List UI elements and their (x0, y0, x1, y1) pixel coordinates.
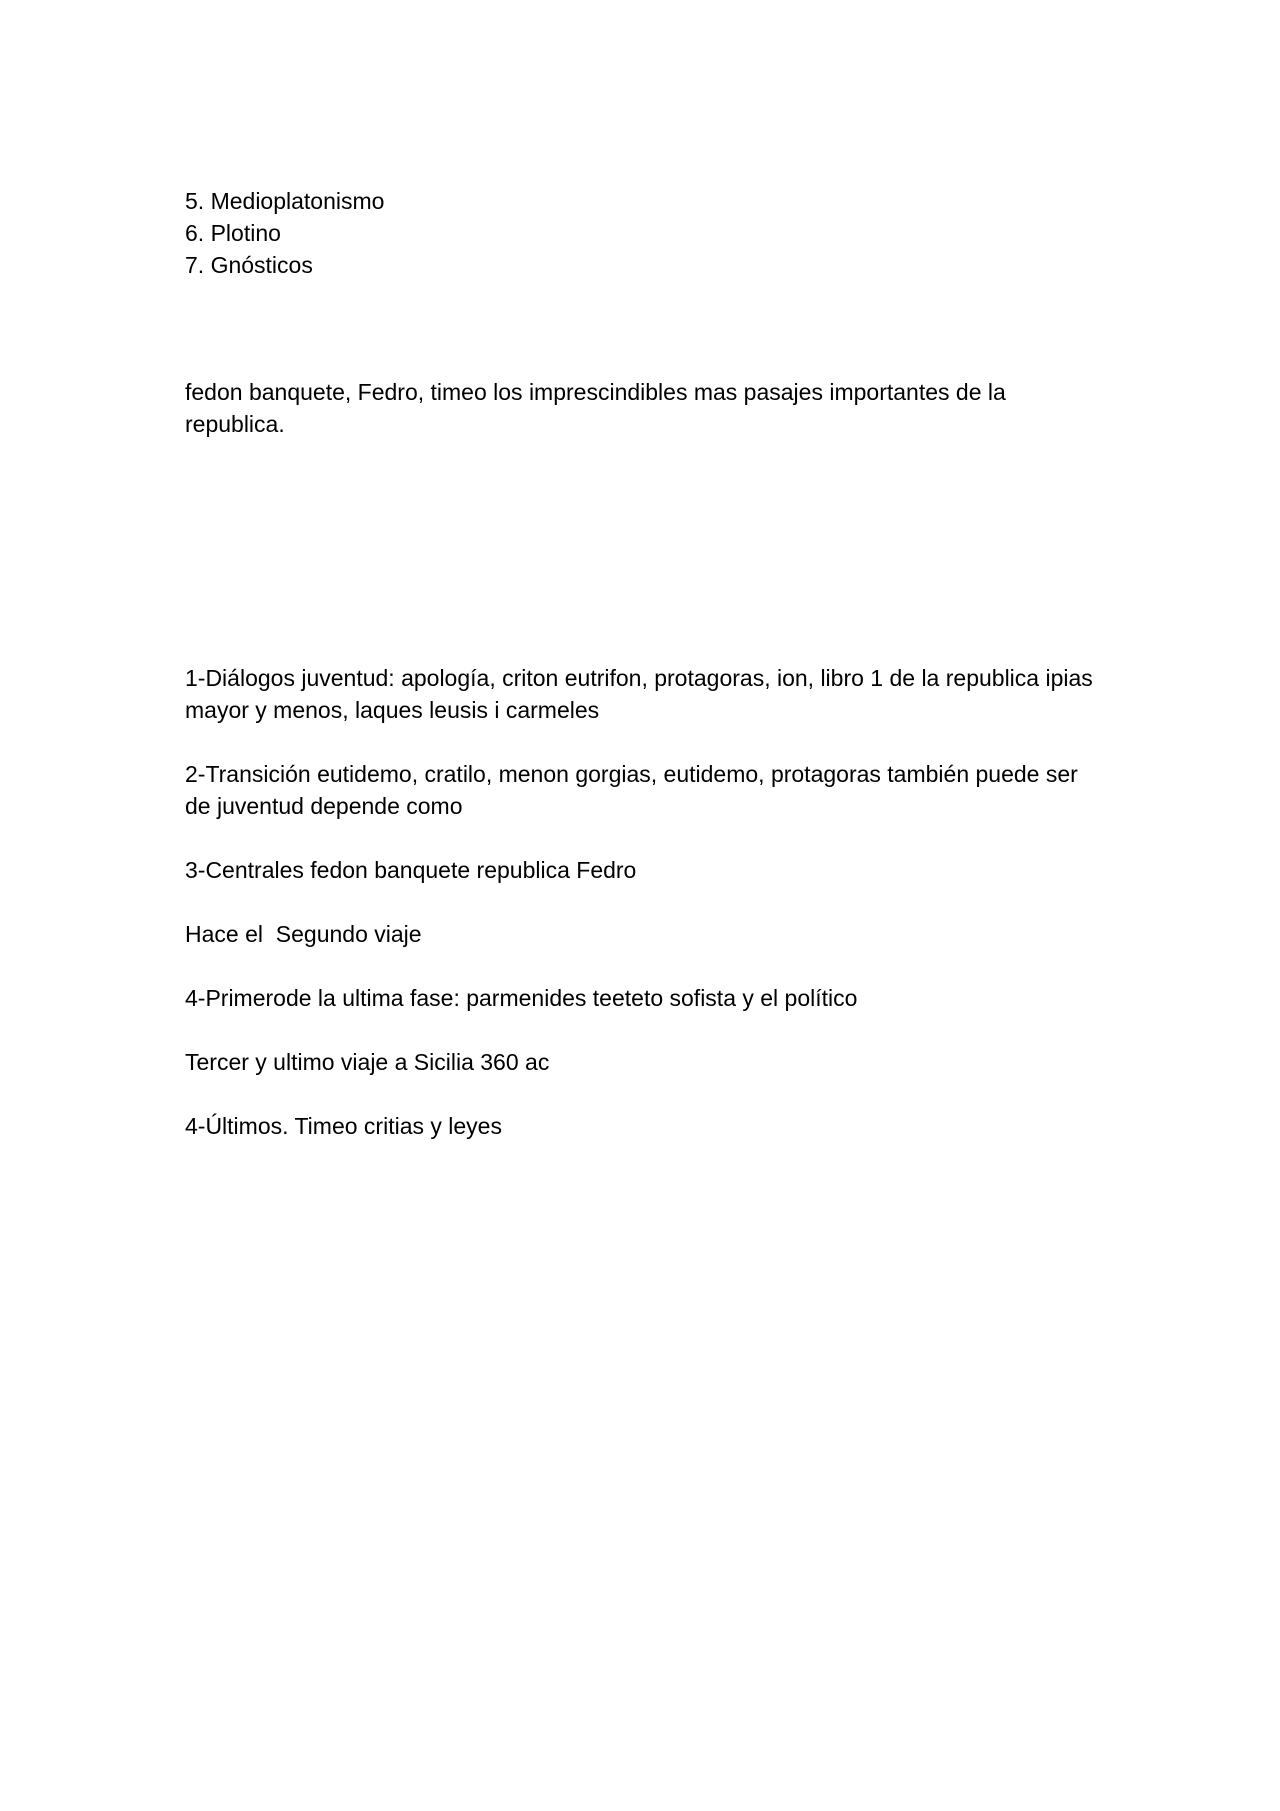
document-body (185, 185, 1100, 1174)
section-paragraph: Tercer y ultimo viaje a Sicilia 360 ac (185, 1049, 550, 1075)
dialogues-sections (185, 662, 1100, 1142)
list-item: 5. Medioplatonismo (185, 188, 385, 214)
list-item: 7. Gnósticos (185, 252, 313, 278)
intro-paragraph: fedon banquete, Fedro, timeo los imprescindibles mas pasajes importantes de la republica. (185, 379, 1006, 437)
section-paragraph: Hace el Segundo viaje (185, 921, 422, 947)
section-paragraph: 4-Últimos. Timeo critias y leyes (185, 1113, 502, 1139)
numbered-list (185, 185, 1095, 281)
list-item: 6. Plotino (185, 220, 281, 246)
section-paragraph: 1-Diálogos juventud: apología, criton eutrifon, protagoras, ion, libro 1 de la republica ipias mayor y menos, laques leusis i carmeles (185, 665, 1100, 723)
section-paragraph: 3-Centrales fedon banquete republica Fedro (185, 857, 637, 883)
section-paragraph: 2-Transición eutidemo, cratilo, menon gorgias, eutidemo, protagoras también puede ser de juventud depende como (185, 761, 1085, 819)
section-paragraph: 4-Primerode la ultima fase: parmenides teeteto sofista y el político (185, 985, 858, 1011)
